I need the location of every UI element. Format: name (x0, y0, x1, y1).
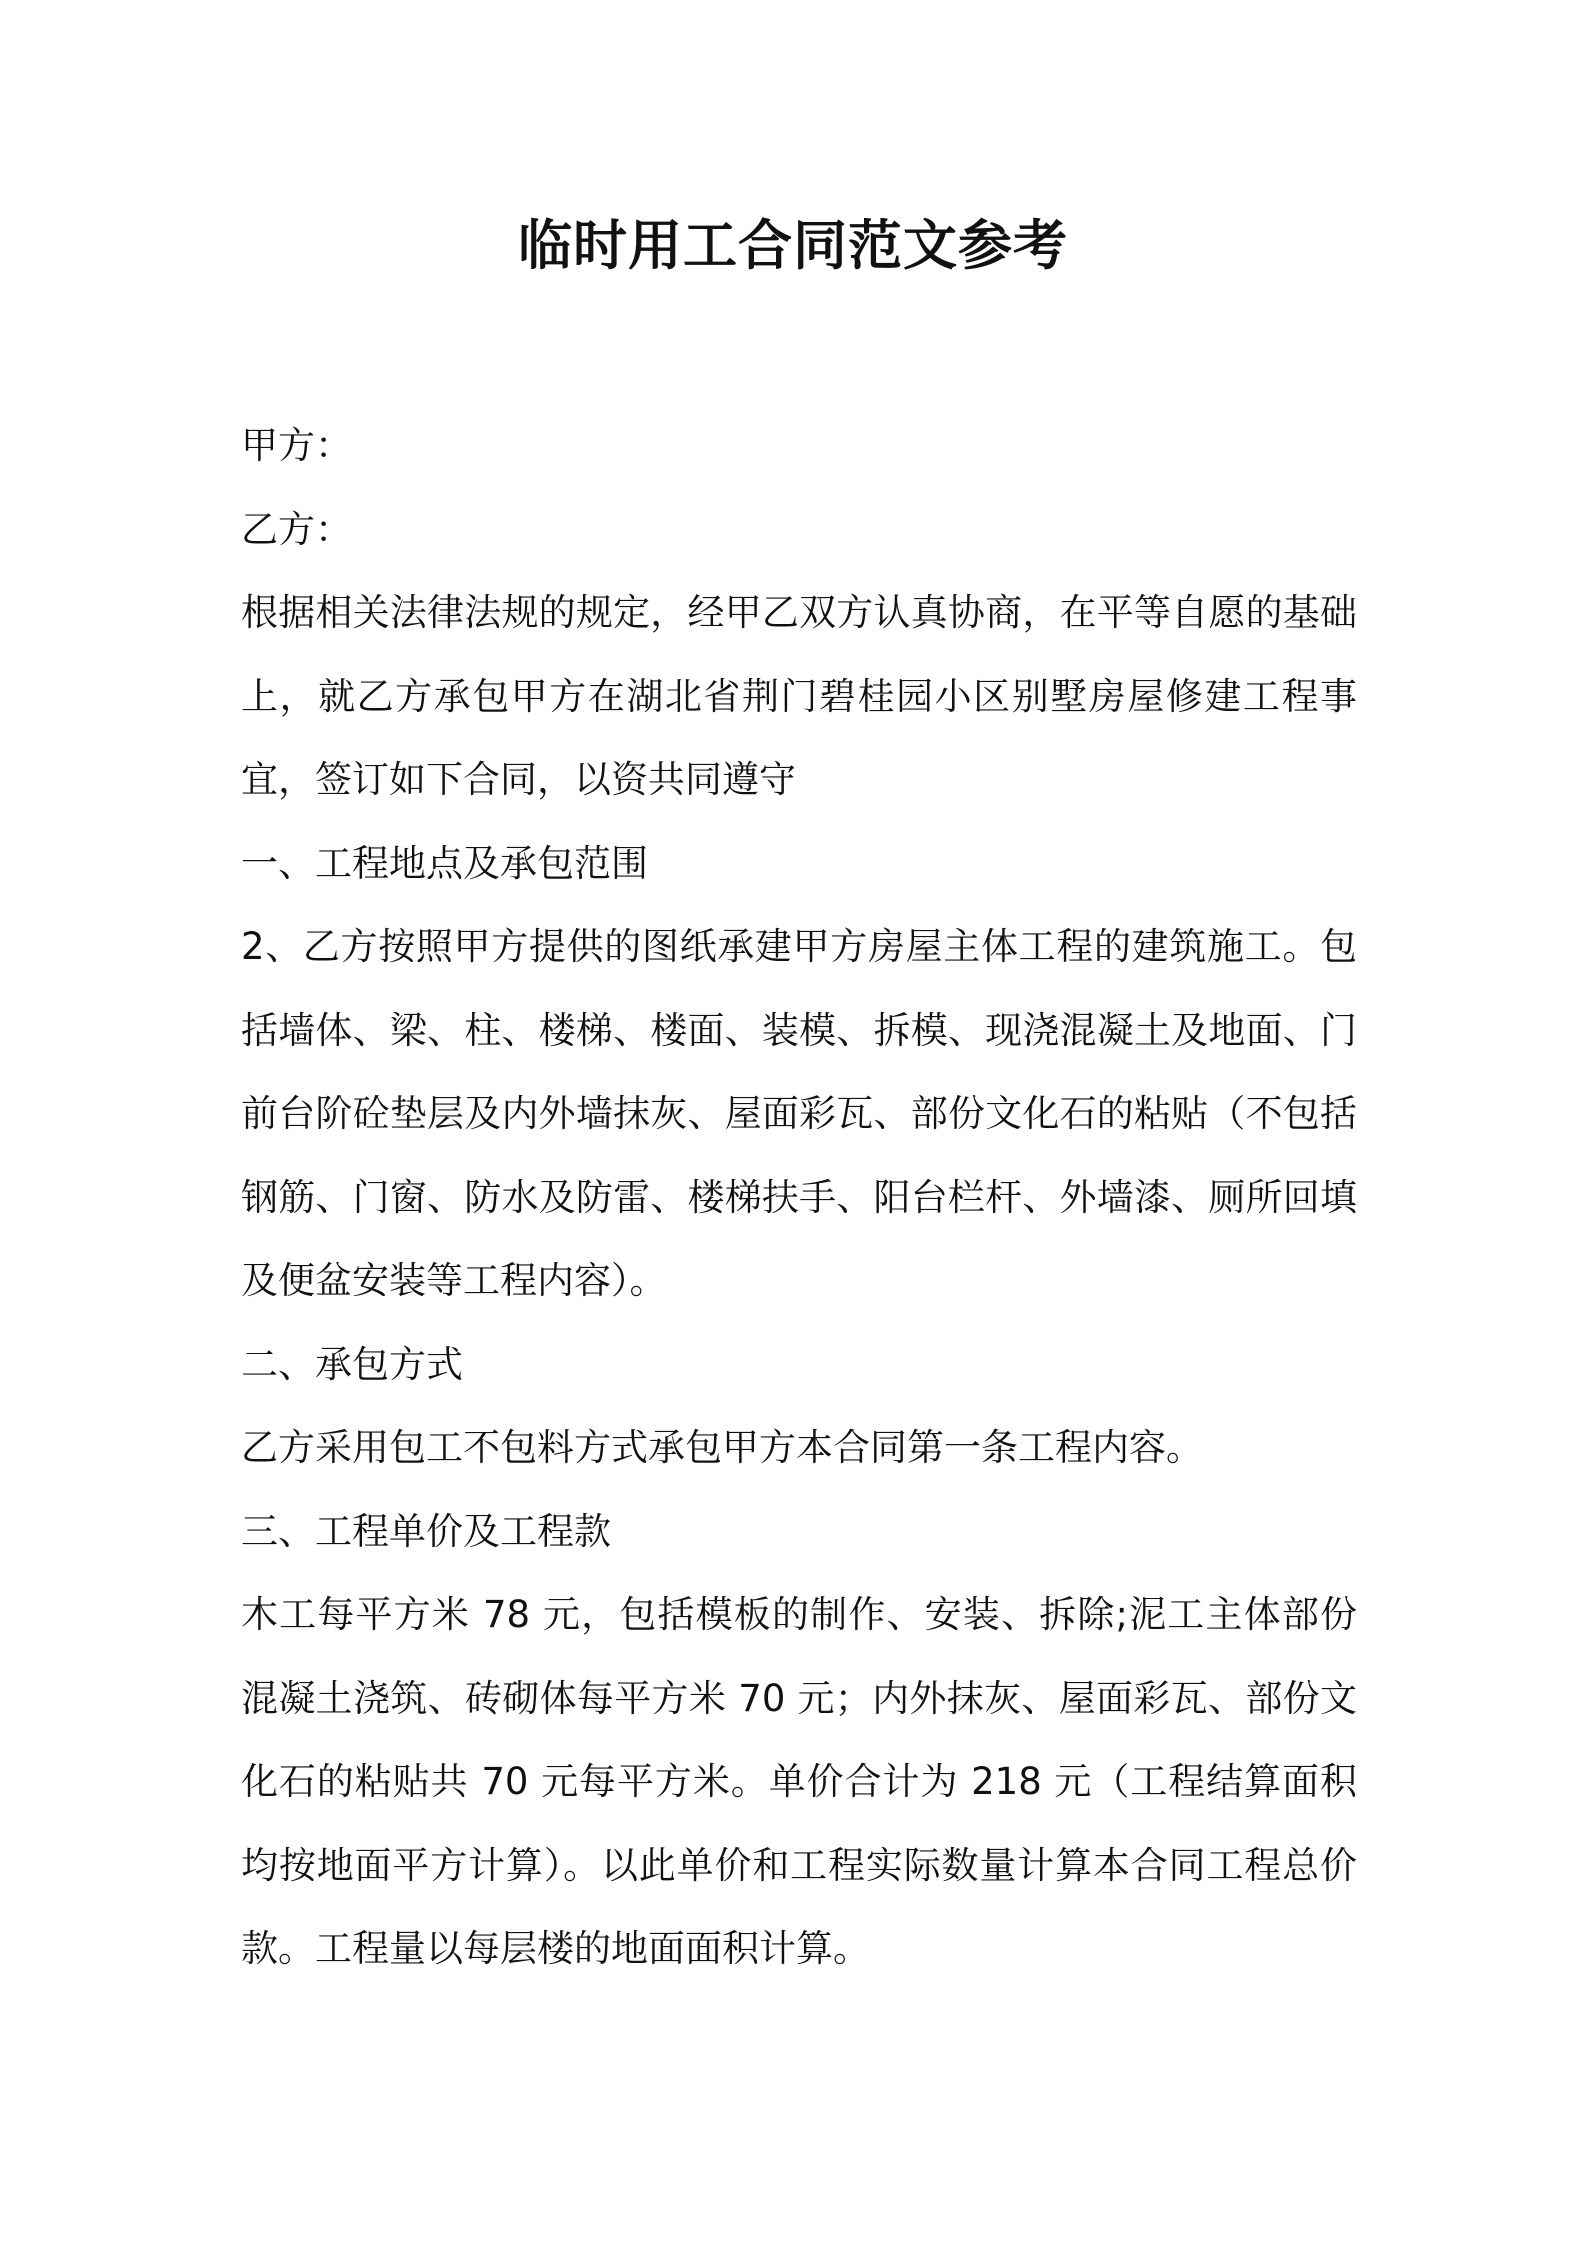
section-3-paragraph: 木工每平方米 78 元，包括模板的制作、安装、拆除;泥工主体部份混凝土浇筑、砖砌体每平方米 70 元；内外抹灰、屋面彩瓦、部份文化石的粘贴共 70 元每平方米。单价合计为 218 元（工程结算面积均按地面平方计算）。以此单价和工程实际数量计算本合同工程总价款。工程量以每层楼的地面面积计算。 (241, 1593, 1357, 1970)
document-body (241, 404, 1357, 1991)
document-title: 临时用工合同范文参考 (518, 214, 1068, 277)
party-b-line: 乙方： (241, 507, 352, 551)
party-a-line: 甲方： (241, 424, 352, 467)
section-2-paragraph: 乙方采用包工不包料方式承包甲方本合同第一条工程内容。 (241, 1426, 1203, 1469)
section-2-heading: 二、承包方式 (241, 1342, 463, 1386)
section-1-heading: 一、工程地点及承包范围 (241, 841, 648, 885)
section-1-paragraph: 2、乙方按照甲方提供的图纸承建甲方房屋主体工程的建筑施工。包括墙体、梁、柱、楼梯、楼面、装模、拆模、现浇混凝土及地面、门前台阶砼垫层及内外墙抹灰、屋面彩瓦、部份文化石的粘贴（不包括钢筋、门窗、防水及防雷、楼梯扶手、阳台栏杆、外墙漆、厕所回填及便盆安装等工程内容）。 (241, 925, 1357, 1302)
intro-paragraph: 根据相关法律法规的规定，经甲乙双方认真协商，在平等自愿的基础上，就乙方承包甲方在湖北省荆门碧桂园小区别墅房屋修建工程事宜，签订如下合同，以资共同遵守 (241, 591, 1357, 801)
section-3-heading: 三、工程单价及工程款 (241, 1509, 611, 1553)
